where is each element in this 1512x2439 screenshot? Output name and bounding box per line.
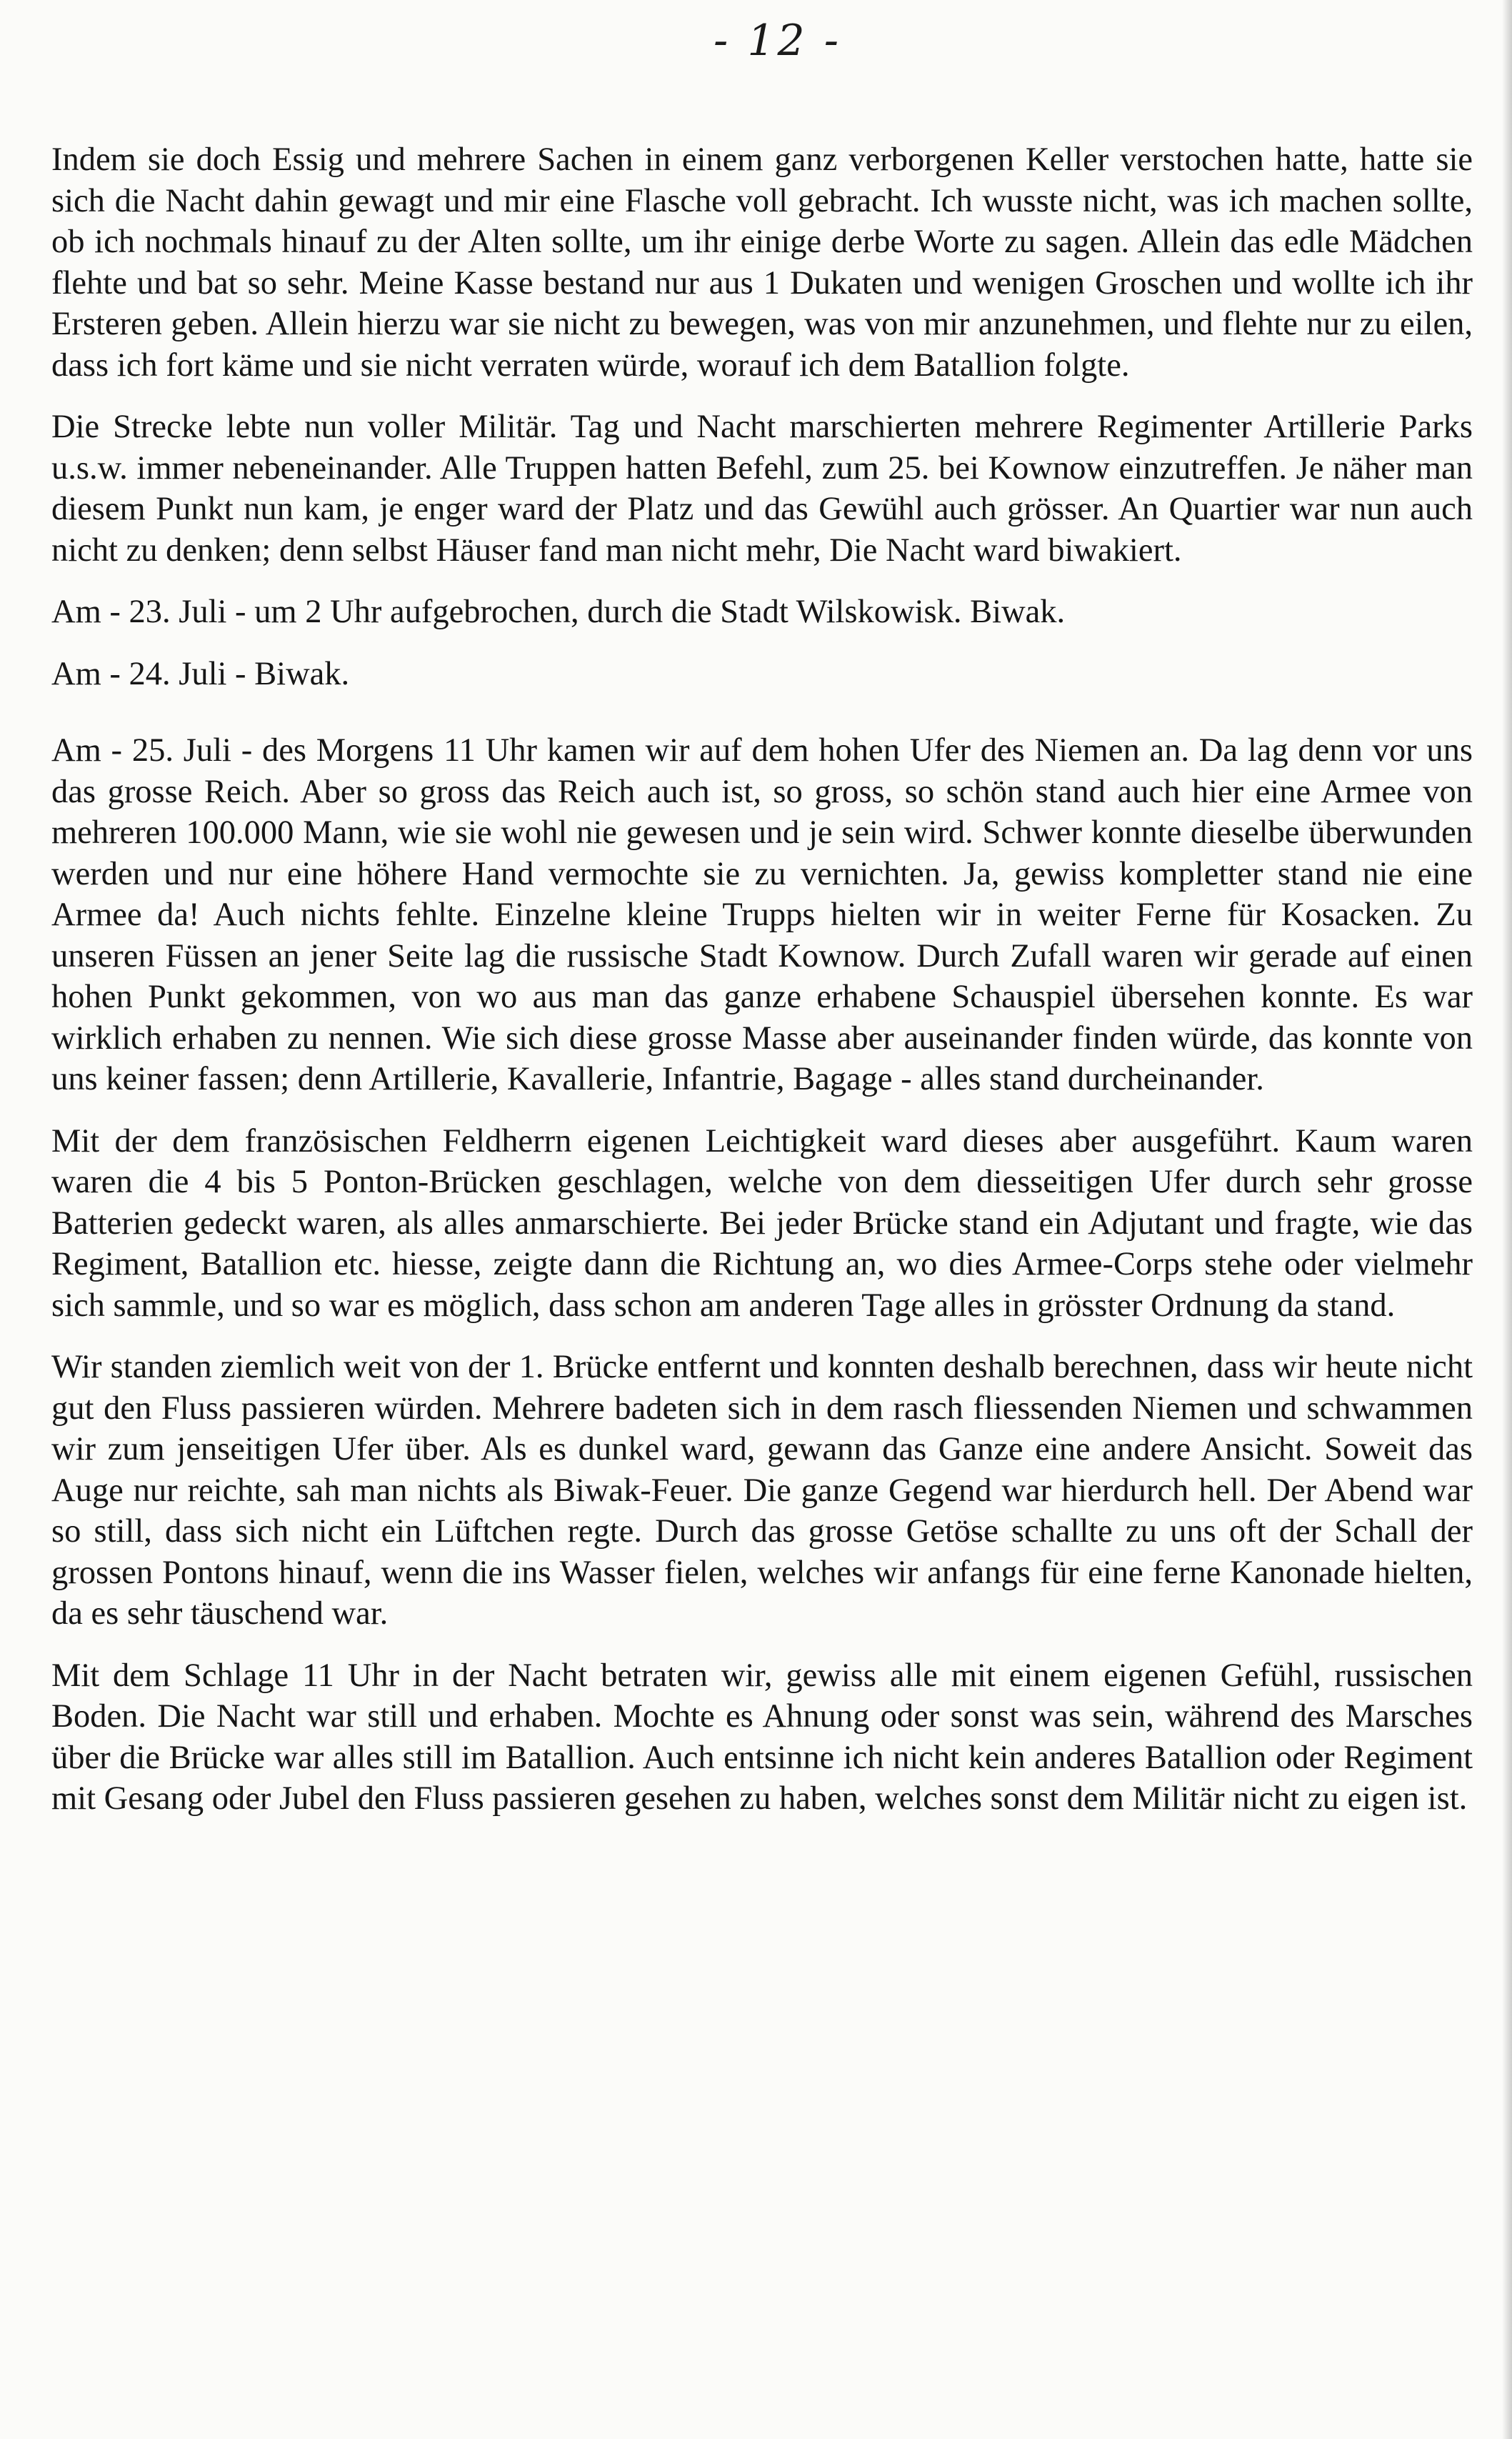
paragraph-3: Am - 23. Juli - um 2 Uhr aufgebrochen, durch die Stadt Wilskowisk. Biwak. <box>51 594 1066 630</box>
paragraph-2: Die Strecke lebte nun voller Militär. Tag und Nacht marschierten mehrere Regimenter Artillerie Parks u.s.w. immer nebeneinander. Alle Truppen hatten Befehl, zum 25. bei Kownow einzutreffen. Je näher man diesem Punkt nun kam, je enger ward der Platz und das Gewühl auch grösser. An Quartier war nun auch nicht zu denken; denn selbst Häuser fand man nicht mehr, Die Nacht ward biwakiert. <box>51 409 1473 569</box>
page-number: - 12 - <box>713 16 842 66</box>
paragraph-7: Wir standen ziemlich weit von der 1. Brücke entfernt und konnten deshalb berechnen, dass wir heute nicht gut den Fluss passieren würden. Mehrere badeten sich in dem rasch fliessenden Niemen und schwammen wir zum jenseitigen Ufer über. Als es dunkel ward, gewann das Ganze eine andere Ansicht. Soweit das Auge nur reichte, sah man nichts als Biwak-Feuer. Die ganze Gegend war hierdurch hell. Der Abend war so still, dass sich nicht ein Lüftchen regte. Durch das grosse Getöse schallte zu uns oft der Schall der grossen Pontons hinauf, wenn die ins Wasser fielen, welches wir anfangs für eine ferne Kanonade hielten, da es sehr täuschend war. <box>51 1349 1473 1632</box>
paragraph-4: Am - 24. Juli - Biwak. <box>51 655 350 692</box>
paragraph-8: Mit dem Schlage 11 Uhr in der Nacht betraten wir, gewiss alle mit einem eigenen Gefühl, russischen Boden. Die Nacht war still und erhaben. Mochte es Ahnung oder sonst was sein, während des Marsches über die Brücke war alles still im Batallion. Auch entsinne ich nicht kein anderes Batallion oder Regiment mit Gesang oder Jubel den Fluss passieren gesehen zu haben, welches sonst dem Militär nicht zu eigen ist. <box>51 1657 1473 1817</box>
paragraph-5: Am - 25. Juli - des Morgens 11 Uhr kamen wir auf dem hohen Ufer des Niemen an. Da lag denn vor uns das grosse Reich. Aber so gross das Reich auch ist, so gross, so schön stand auch hier eine Armee von mehreren 100.000 Mann, wie sie wohl nie gewesen und je sein wird. Schwer konnte dieselbe überwunden werden und nur eine höhere Hand vermochte sie zu vernichten. Ja, gewiss kompletter stand nie eine Armee da! Auch nichts fehlte. Einzelne kleine Trupps hielten wir in weiter Ferne für Kosacken. Zu unseren Füssen an jener Seite lag die russische Stadt Kownow. Durch Zufall waren wir gerade auf einen hohen Punkt gekommen, von wo aus man das ganze erhabene Schauspiel übersehen konnte. Es war wirklich erhaben zu nennen. Wie sich diese grosse Masse aber auseinander finden würde, das konnte von uns keiner fassen; denn Artillerie, Kavallerie, Infantrie, Bagage - alles stand durcheinander. <box>51 732 1473 1097</box>
paragraph-6: Mit der dem französischen Feldherrn eigenen Leichtigkeit ward dieses aber ausgeführt. Kaum waren waren die 4 bis 5 Ponton-Brücken geschlagen, welche von dem diesseitigen Ufer durch sehr grosse Batterien gedeckt waren, als alles anmarschierte. Bei jeder Brücke stand ein Adjutant und fragte, wie das Regiment, Batallion etc. hiesse, zeigte dann die Richtung an, wo dies Armee-Corps stehe oder vielmehr sich sammle, und so war es möglich, dass schon am anderen Tage alles in grösster Ordnung da stand. <box>51 1122 1473 1324</box>
page-edge-shadow <box>1502 0 1512 2439</box>
body-text <box>51 139 1473 1840</box>
paragraph-1: Indem sie doch Essig und mehrere Sachen in einem ganz verborgenen Keller verstochen hatte, hatte sie sich die Nacht dahin gewagt und mir eine Flasche voll gebracht. Ich wusste nicht, was ich machen sollte, ob ich nochmals hinauf zu der Alten sollte, um ihr einige derbe Worte zu sagen. Allein das edle Mädchen flehte und bat so sehr. Meine Kasse bestand nur aus 1 Dukaten und wenigen Groschen und wollte ich ihr Ersteren geben. Allein hierzu war sie nicht zu bewegen, was von mir anzunehmen, und flehte nur zu eilen, dass ich fort käme und sie nicht verraten würde, worauf ich dem Batallion folgte. <box>51 141 1473 384</box>
